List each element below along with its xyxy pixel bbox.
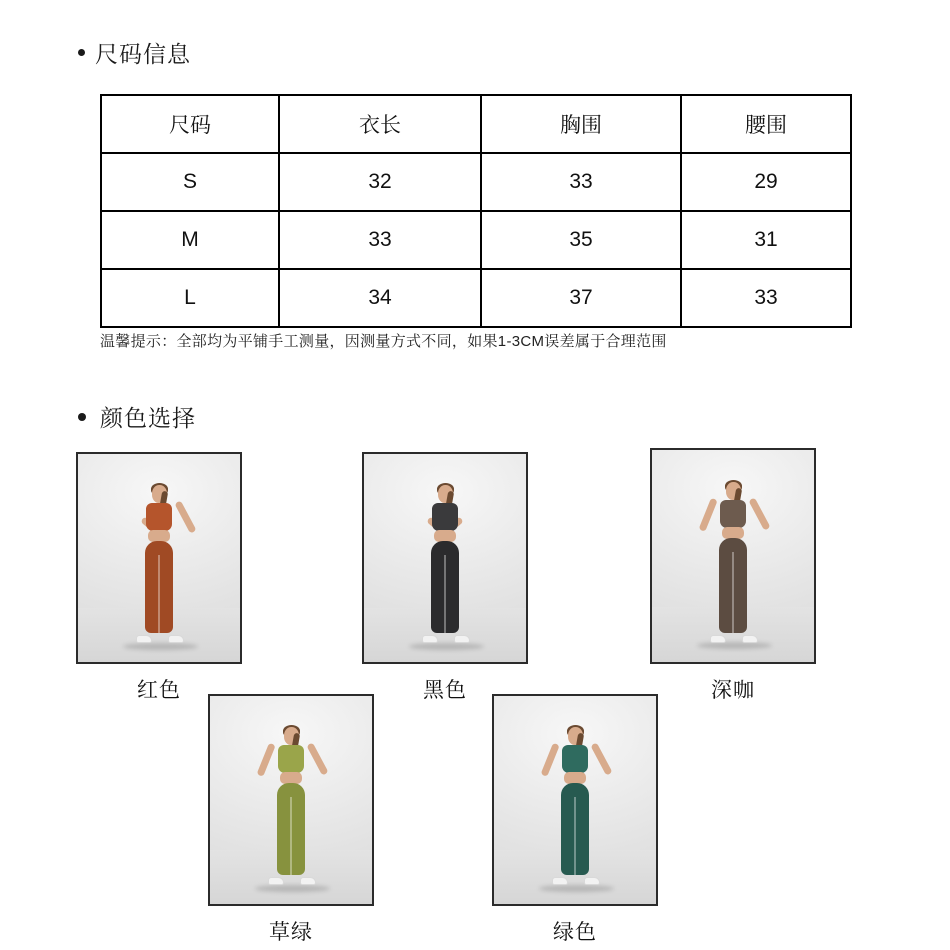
studio-background [364,454,526,662]
size-chart-table [100,94,852,328]
shoe-left [136,635,152,643]
sports-bra [720,500,746,528]
shoe-left [268,877,284,885]
bullet-dot-icon [78,413,86,421]
sports-bra [278,745,304,773]
measurement-note: 温馨提示：全部均为平铺手工测量，因测量方式不同，如果1-3CM误差属于合理范围 [100,333,667,350]
arm-left [257,743,276,777]
table-cell-bust: 33 [481,153,681,211]
studio-background [210,696,372,904]
figure-shadow [409,643,484,650]
color-swatch-black[interactable] [362,452,528,704]
shoe-right [584,877,600,885]
color-product-photo[interactable] [362,452,528,664]
table-cell-length: 34 [279,269,481,327]
color-swatch-label: 红色 [137,679,181,702]
table-cell-size: M [101,211,279,269]
figure-shadow [255,885,330,892]
leg-split [574,797,576,875]
arm-left [699,498,718,532]
table-cell-size: L [101,269,279,327]
figure-shadow [123,643,198,650]
table-header-row [101,95,851,153]
color-product-photo[interactable] [208,694,374,906]
table-cell-waist: 29 [681,153,851,211]
color-product-photo[interactable] [650,448,816,664]
size-info-heading-label: 尺码信息 [95,41,191,67]
sports-bra [432,503,458,531]
arm-right [748,497,770,530]
leg-split [444,555,446,633]
model-figure [700,482,766,643]
color-product-photo[interactable] [76,452,242,664]
table-header-cell: 尺码 [101,95,279,153]
color-swatch-grass-green[interactable] [208,694,374,946]
studio-background [652,450,814,662]
table-header-cell: 腰围 [681,95,851,153]
color-swatch-dark-coffee[interactable] [650,448,816,704]
studio-background [78,454,240,662]
arm-right [590,743,612,776]
model-figure [542,727,608,885]
table-header-cell: 胸围 [481,95,681,153]
table-header-cell: 衣长 [279,95,481,153]
figure-shadow [539,885,614,892]
bullet-dot-icon [78,49,85,56]
table-cell-bust: 35 [481,211,681,269]
table-row [101,269,851,327]
arm-right [174,501,196,534]
color-swatch-label: 绿色 [553,921,597,944]
table-cell-bust: 37 [481,269,681,327]
color-product-photo[interactable] [492,694,658,906]
table-cell-length: 32 [279,153,481,211]
studio-background [494,696,656,904]
leg-split [158,555,160,633]
color-swatch-label: 深咖 [711,679,755,702]
table-row [101,153,851,211]
sports-bra [562,745,588,773]
color-swatch-label: 黑色 [423,679,467,702]
shoe-left [710,635,726,643]
leg-split [732,552,734,633]
leg-split [290,797,292,875]
shoe-right [454,635,470,643]
model-figure [126,485,192,643]
shoe-right [742,635,758,643]
shoe-left [422,635,438,643]
color-selection-heading-label: 颜色选择 [100,405,196,431]
table-cell-waist: 33 [681,269,851,327]
sports-bra [146,503,172,531]
model-figure [412,485,478,643]
color-selection-heading [78,400,196,433]
arm-left [541,743,560,777]
color-swatch-label: 草绿 [269,921,313,944]
shoe-left [552,877,568,885]
color-swatch-red[interactable] [76,452,242,704]
table-cell-length: 33 [279,211,481,269]
arm-right [306,743,328,776]
shoe-right [168,635,184,643]
model-figure [258,727,324,885]
table-row [101,211,851,269]
shoe-right [300,877,316,885]
table-cell-waist: 31 [681,211,851,269]
table-cell-size: S [101,153,279,211]
size-info-heading [78,36,191,69]
color-swatch-green[interactable] [492,694,658,946]
